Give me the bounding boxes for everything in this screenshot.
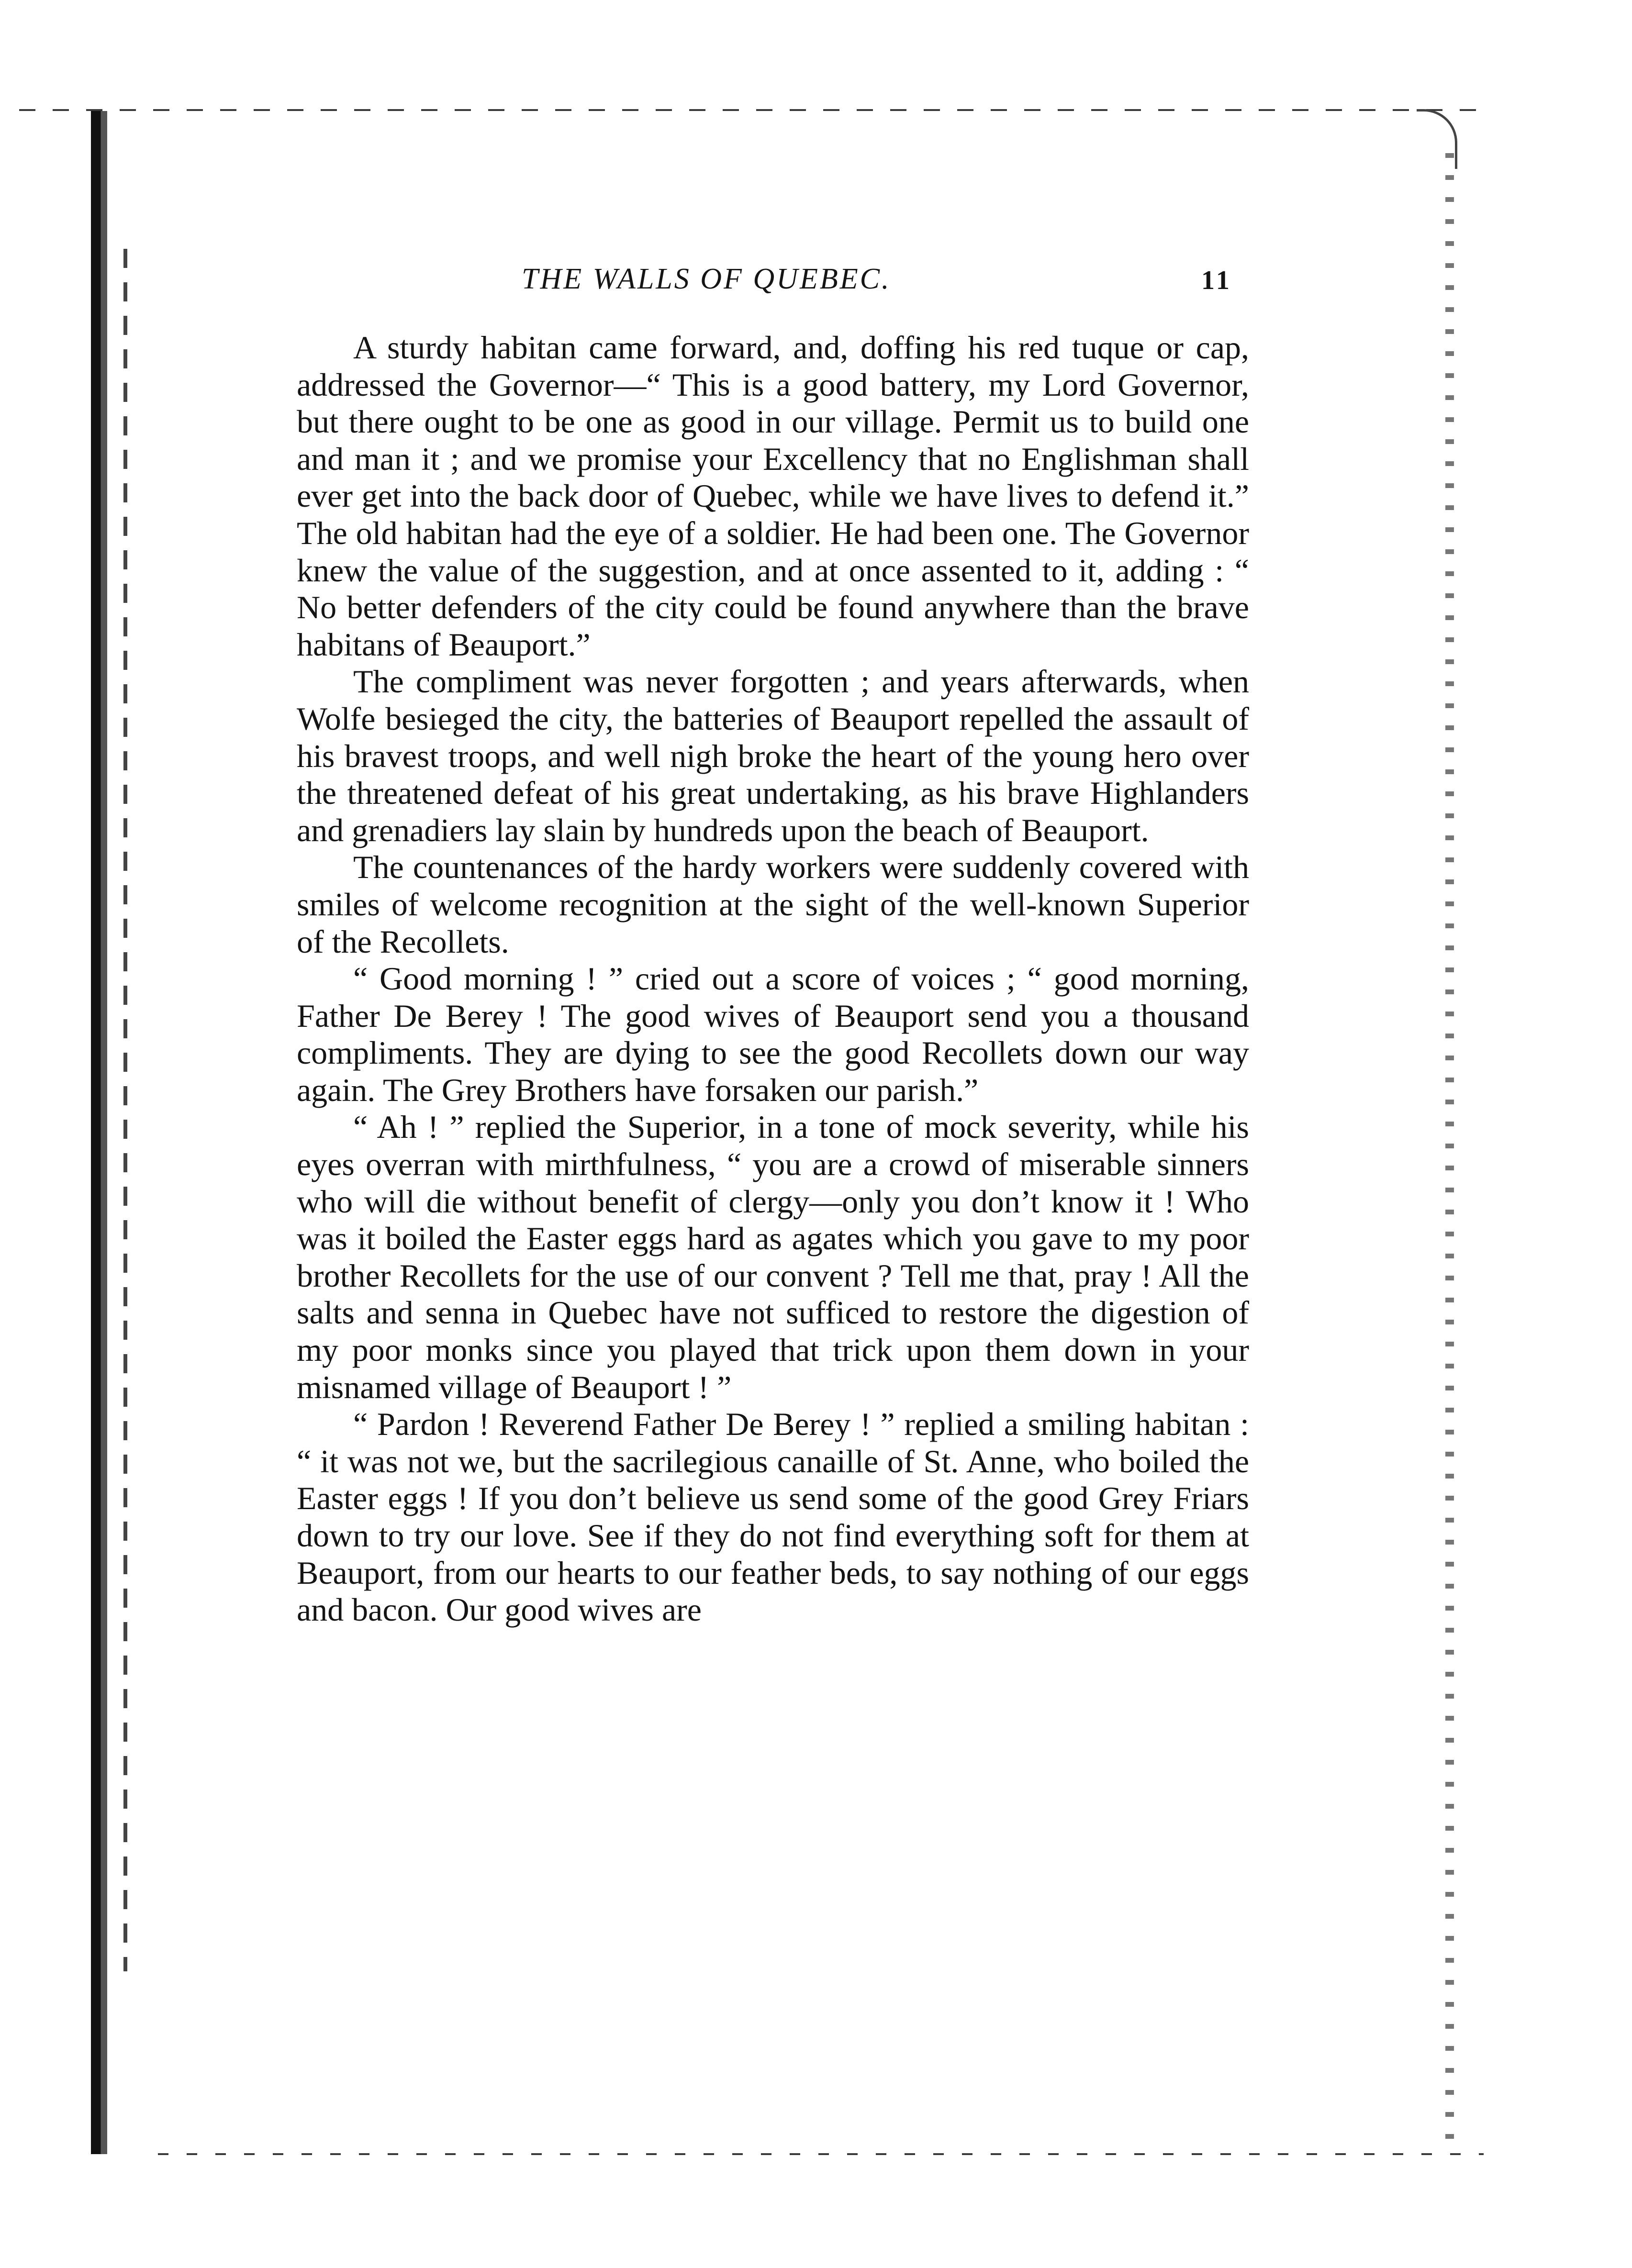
scan-edge-bottom (158, 2153, 1484, 2155)
page-number: 11 (1201, 266, 1232, 295)
book-binding-edge (91, 111, 107, 2154)
running-head: THE WALLS OF QUEBEC. (522, 263, 891, 295)
paragraph: The countenances of the hardy workers were suddenly covered with smiles of welcome recognition at the sight of the well-known Superior of the Recollets. (297, 849, 1249, 960)
page-header (522, 262, 1287, 305)
binding-shadow (123, 249, 127, 1971)
paragraph: The compliment was never forgotten ; and years afterwards, when Wolfe besieged the city, the batteries of Beauport repelled the assault of his bravest troops, and well nigh broke the heart of the young hero over the threatened defeat of his great undertaking, as his brave Highlanders and grenadiers lay slain by hundreds upon the beach of Beauport. (297, 663, 1249, 848)
scan-edge-top (19, 109, 1484, 111)
paragraph: “ Pardon ! Reverend Father De Berey ! ” replied a smiling habitan : “ it was not we, but the sacrilegious canaille of St. Anne, who boiled the Easter eggs ! If you don’t believe us send some of the good Grey Friars down to try our love. See if they do not find everything soft for them at Beauport, from our hearts to our feather beds, to say nothing of our eggs and bacon. Our good wives are (297, 1406, 1249, 1628)
scan-edge-right (1445, 153, 1454, 2153)
paragraph: “ Good morning ! ” cried out a score of voices ; “ good morning, Father De Berey ! The good wives of Beauport send you a thousand compliments. They are dying to see the good Recollets down our way again. The Grey Brothers have forsaken our parish.” (297, 960, 1249, 1108)
body-text (297, 329, 1249, 1942)
paragraph: A sturdy habitan came forward, and, doffing his red tuque or cap, addressed the Governor—“ This is a good battery, my Lord Governor, but there ought to be one as good in our village. Permit us to build one and man it ; and we promise your Excellency that no Englishman shall ever get into the back door of Quebec, while we have lives to defend it.” The old habitan had the eye of a soldier. He had been one. The Governor knew the value of the suggestion, and at once assented to it, adding : “ No better defenders of the city could be found anywhere than the brave habitans of Beauport.” (297, 329, 1249, 663)
paragraph: “ Ah ! ” replied the Superior, in a tone of mock severity, while his eyes overran with mirthfulness, “ you are a crowd of miserable sinners who will die without benefit of clergy—only you don’t know it ! Who was it boiled the Easter eggs hard as agates which you gave to my poor brother Recollets for the use of our convent ? Tell me that, pray ! All the salts and senna in Quebec have not sufficed to restore the digestion of my poor monks since you played that trick upon them down in your misnamed village of Beauport ! ” (297, 1109, 1249, 1405)
